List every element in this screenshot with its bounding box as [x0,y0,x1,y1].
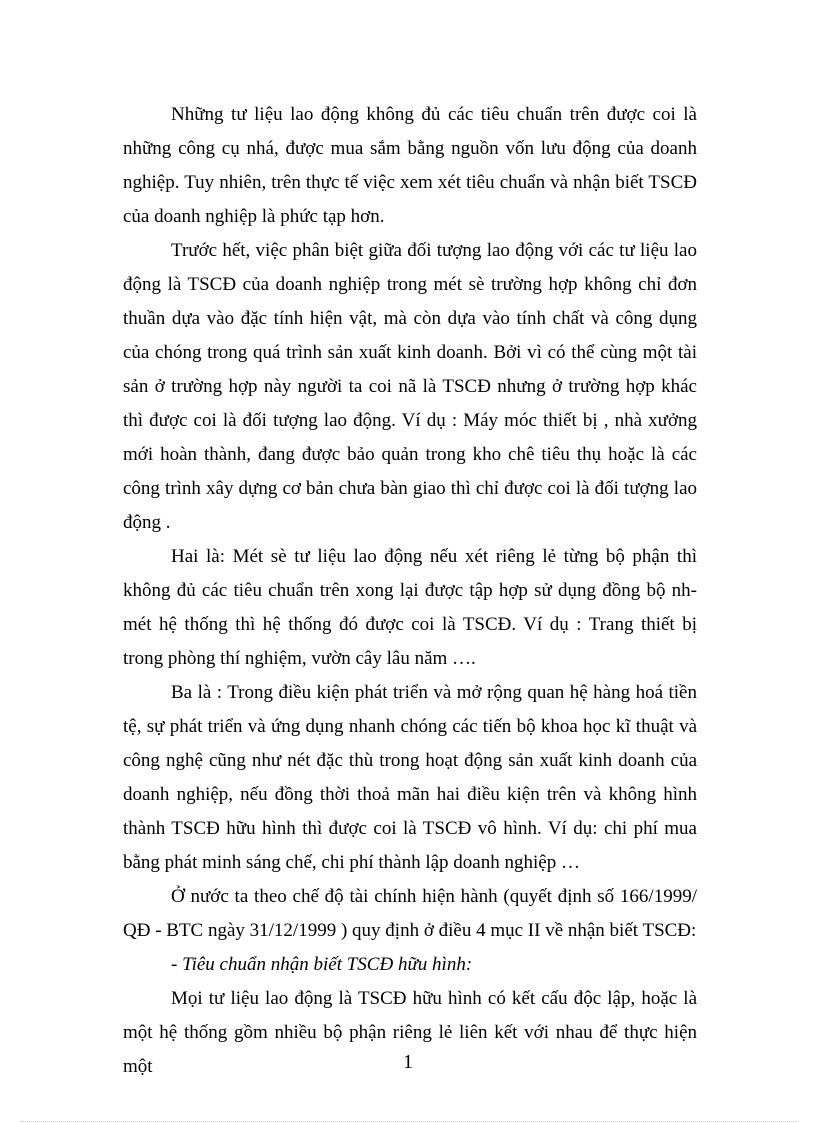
paragraph-1: Những tư liệu lao động không đủ các tiêu chuẩn trên được coi là những công cụ nhá, được mua sắm bằng nguồn vốn lưu động của doanh nghiệp. Tuy nhiên, trên thực tế việc xem xét tiêu chuẩn và nhận biết TSCĐ của doanh nghiệp là phức tạp hơn. [123,104,697,227]
page-bottom-divider [20,1121,796,1122]
paragraph-2: Trước hết, việc phân biệt giữa đối tượng lao động với các tư liệu lao động là TSCĐ của doanh nghiệp trong mét sè trường hợp không chỉ đơn thuần dựa vào đặc tính hiện vật, mà còn dựa vào tính chất và công dụng của chóng trong quá trình sản xuất kinh doanh. Bởi vì có thể cùng một tài sản ở trường hợp này người ta coi nã là TSCĐ nhưng ở trường hợp khác thì được coi là đối tượng lao động. Ví dụ : Máy móc thiết bị , nhà xưởng mới hoàn thành, đang được bảo quản trong kho chê tiêu thụ hoặc là các công trình xây dựng cơ bản chưa bàn giao thì chỉ được coi là đối tượng lao động . [123,240,697,533]
paragraph-3: Hai là: Mét sè tư liệu lao động nếu xét riêng lẻ từng bộ phận thì không đủ các tiêu chuẩn trên xong lại được tập hợp sử dụng đồng bộ nh mét hệ thống thì hệ thống đó được coi là TSCĐ. Ví dụ : Trang thiết bị trong phòng thí nghiệm, vườn cây lâu năm …. [123,546,697,669]
document-body [123,98,697,1084]
paragraph-4: Ba là : Trong điều kiện phát triển và mở rộng quan hệ hàng hoá tiền tệ, sự phát triển và ứng dụng nhanh chóng các tiến bộ khoa học kĩ thuật và công nghệ cũng như nét đặc thù trong hoạt động sản xuất kinh doanh của doanh nghiệp, nếu đồng thời thoả mãn hai điều kiện trên và không hình thành TSCĐ hữu hình thì được coi là TSCĐ vô hình. Ví dụ: chi phí mua bằng phát minh sáng chế, chi phí thành lập doanh nghiệp … [123,682,697,873]
subheading: - Tiêu chuẩn nhận biết TSCĐ hữu hình: [171,954,473,975]
paragraph-5: Ở nước ta theo chế độ tài chính hiện hành (quyết định số 166/1999/ QĐ - BTC ngày 31/12/1999 ) quy định ở điều 4 mục II về nhận biết TSCĐ: [123,886,697,941]
page-number: 1 [403,1051,413,1073]
paragraph-6: Mọi tư liệu lao động là TSCĐ hữu hình có kết cấu độc lập, hoặc là một hệ thống gồm nhiều bộ phận riêng lẻ liên kết với nhau để thực hiện một [123,988,697,1077]
